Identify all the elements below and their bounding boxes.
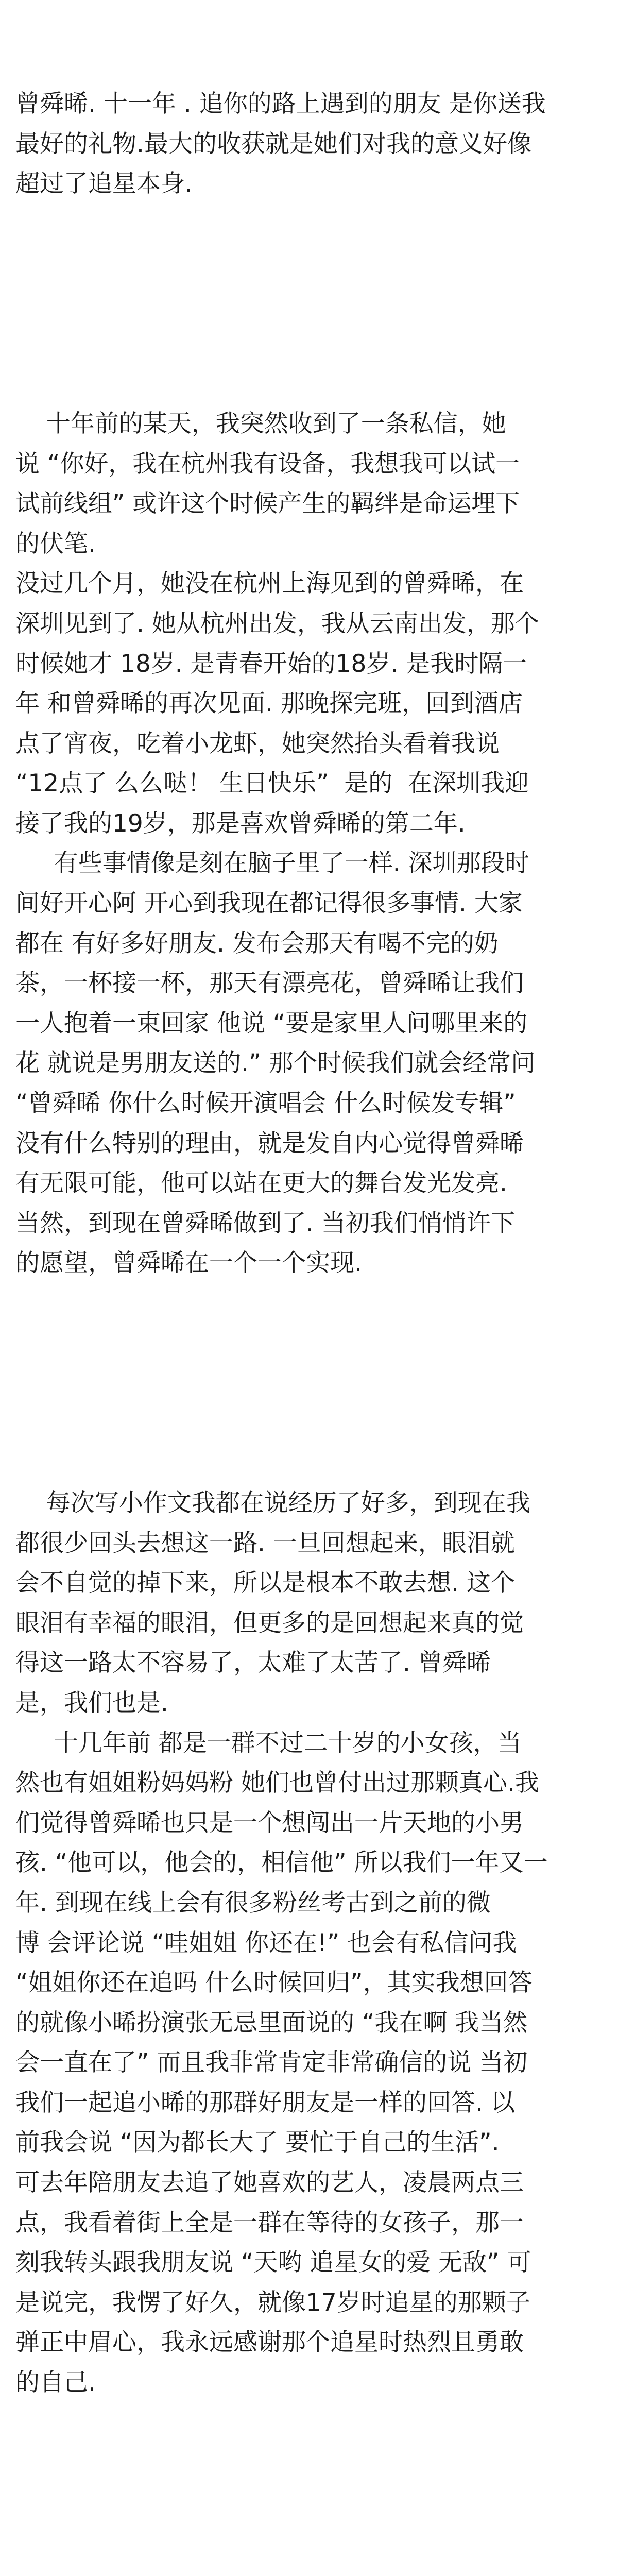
text-line: 最好的礼物.最大的收获就是她们对我的意义好像 bbox=[15, 129, 531, 158]
text-line: 试前线组” 或许这个时候产生的羁绊是命运埋下 bbox=[15, 489, 520, 518]
text-line: 花 就说是男朋友送的.” 那个时候我们就会经常问 bbox=[15, 1049, 536, 1078]
text-line: 有无限可能，他可以站在更大的舞台发光发亮. bbox=[15, 1169, 507, 1198]
text-line: 说 “你好，我在杭州我有设备，我想我可以试一 bbox=[15, 449, 520, 478]
text-line: 是说完，我愣了好久，就像17岁时追星的那颗子 bbox=[15, 2288, 530, 2317]
text-line: 时候她才 18岁. 是青春开始的18岁. 是我时隔一 bbox=[15, 649, 527, 678]
post-body bbox=[15, 4, 603, 2576]
text-line: 可去年陪朋友去追了她喜欢的艺人，凌晨两点三 bbox=[15, 2168, 524, 2197]
text-line: 没有什么特别的理由，就是发自内心觉得曾舜晞 bbox=[15, 1129, 524, 1158]
text-line: 点，我看着街上全是一群在等待的女孩子，那一 bbox=[15, 2208, 524, 2237]
text-line: 超过了追星本身. bbox=[15, 170, 193, 198]
paragraph-spacer bbox=[15, 1363, 603, 1403]
text-line: 间好开心阿 开心到我现在都记得很多事情. 大家 bbox=[15, 889, 523, 918]
text-line: 一人抱着一束回家 他说 “要是家里人问哪里来的 bbox=[15, 1009, 528, 1038]
text-line: 弹正中眉心，我永远感谢那个追星时热烈且勇敢 bbox=[15, 2328, 524, 2357]
text-line: 年. 到现在线上会有很多粉丝考古到之前的微 bbox=[15, 1888, 491, 1917]
text-line: 当然，到现在曾舜晞做到了. 当初我们悄悄许下 bbox=[15, 1209, 515, 1238]
text-line: 年 和曾舜晞的再次见面. 那晚探完班，回到酒店 bbox=[15, 689, 523, 718]
text-line: 每次写小作文我都在说经历了好多，到现在我 bbox=[15, 1488, 530, 1517]
paragraph-first-message bbox=[15, 404, 603, 1283]
text-line: 曾舜晞. 十一年 . 追你的路上遇到的朋友 是你送我 bbox=[15, 90, 546, 118]
text-line: 的自己. bbox=[15, 2368, 96, 2397]
text-line: 十几年前 都是一群不过二十岁的小女孩，当 bbox=[15, 1728, 522, 1757]
text-line: 的愿望，曾舜晞在一个一个实现. bbox=[15, 1249, 362, 1278]
text-line: 都在 有好多好朋友. 发布会那天有喝不完的奶 bbox=[15, 929, 499, 958]
text-line: “曾舜晞 你什么时候开演唱会 什么时候发专辑” bbox=[15, 1089, 516, 1118]
text-line: 的就像小晞扮演张无忌里面说的 “我在啊 我当然 bbox=[15, 2008, 528, 2037]
text-line: 会一直在了” 而且我非常肯定非常确信的说 当初 bbox=[15, 2048, 528, 2077]
text-line: 都很少回头去想这一路. 一旦回想起来，眼泪就 bbox=[15, 1529, 515, 1557]
paragraph-spacer bbox=[15, 2483, 603, 2523]
text-line: 眼泪有幸福的眼泪，但更多的是回想起来真的觉 bbox=[15, 1608, 524, 1637]
text-line: 是，我们也是. bbox=[15, 1688, 168, 1717]
text-line: 博 会评论说 “哇姐姐 你还在!” 也会有私信问我 bbox=[15, 1928, 517, 1957]
text-line: 会不自觉的掉下来，所以是根本不敢去想. 这个 bbox=[15, 1569, 515, 1598]
text-line: 我们一起追小晞的那群好朋友是一样的回答. 以 bbox=[15, 2088, 515, 2117]
text-line: 孩. “他可以，他会的，相信他” 所以我们一年又一 bbox=[15, 1849, 548, 1877]
text-line: 接了我的19岁，那是喜欢曾舜晞的第二年. bbox=[15, 809, 466, 838]
text-line: 没过几个月，她没在杭州上海见到的曾舜晞，在 bbox=[15, 569, 524, 598]
text-line: “12点了 么么哒！ 生日快乐” 是的 在深圳我迎 bbox=[15, 769, 529, 798]
text-line: 点了宵夜，吃着小龙虾，她突然抬头看着我说 bbox=[15, 729, 500, 758]
text-line: 前我会说 “因为都长大了 要忙于自己的生活”. bbox=[15, 2128, 500, 2157]
text-line: 有些事情像是刻在脑子里了一样. 深圳那段时 bbox=[15, 849, 529, 878]
text-line: 刻我转头跟我朋友说 “天哟 追星女的爱 无敌” 可 bbox=[15, 2248, 531, 2277]
text-line: 茶，一杯接一杯，那天有漂亮花，曾舜晞让我们 bbox=[15, 969, 524, 998]
paragraph-spacer bbox=[15, 284, 603, 324]
text-line: 们觉得曾舜晞也只是一个想闯出一片天地的小男 bbox=[15, 1808, 524, 1837]
text-line: 十年前的某天，我突然收到了一条私信，她 bbox=[15, 409, 506, 438]
text-line: “姐姐你还在追吗 什么时候回归”，其实我想回答 bbox=[15, 1969, 533, 1997]
intro-paragraph bbox=[15, 84, 603, 204]
text-line: 然也有姐姐粉妈妈粉 她们也曾付出过那颗真心.我 bbox=[15, 1769, 539, 1798]
text-line: 得这一路太不容易了，太难了太苦了. 曾舜晞 bbox=[15, 1649, 491, 1677]
paragraph-memories bbox=[15, 1483, 603, 2403]
text-line: 的伏笔. bbox=[15, 529, 96, 558]
text-line: 深圳见到了. 她从杭州出发，我从云南出发，那个 bbox=[15, 609, 539, 638]
